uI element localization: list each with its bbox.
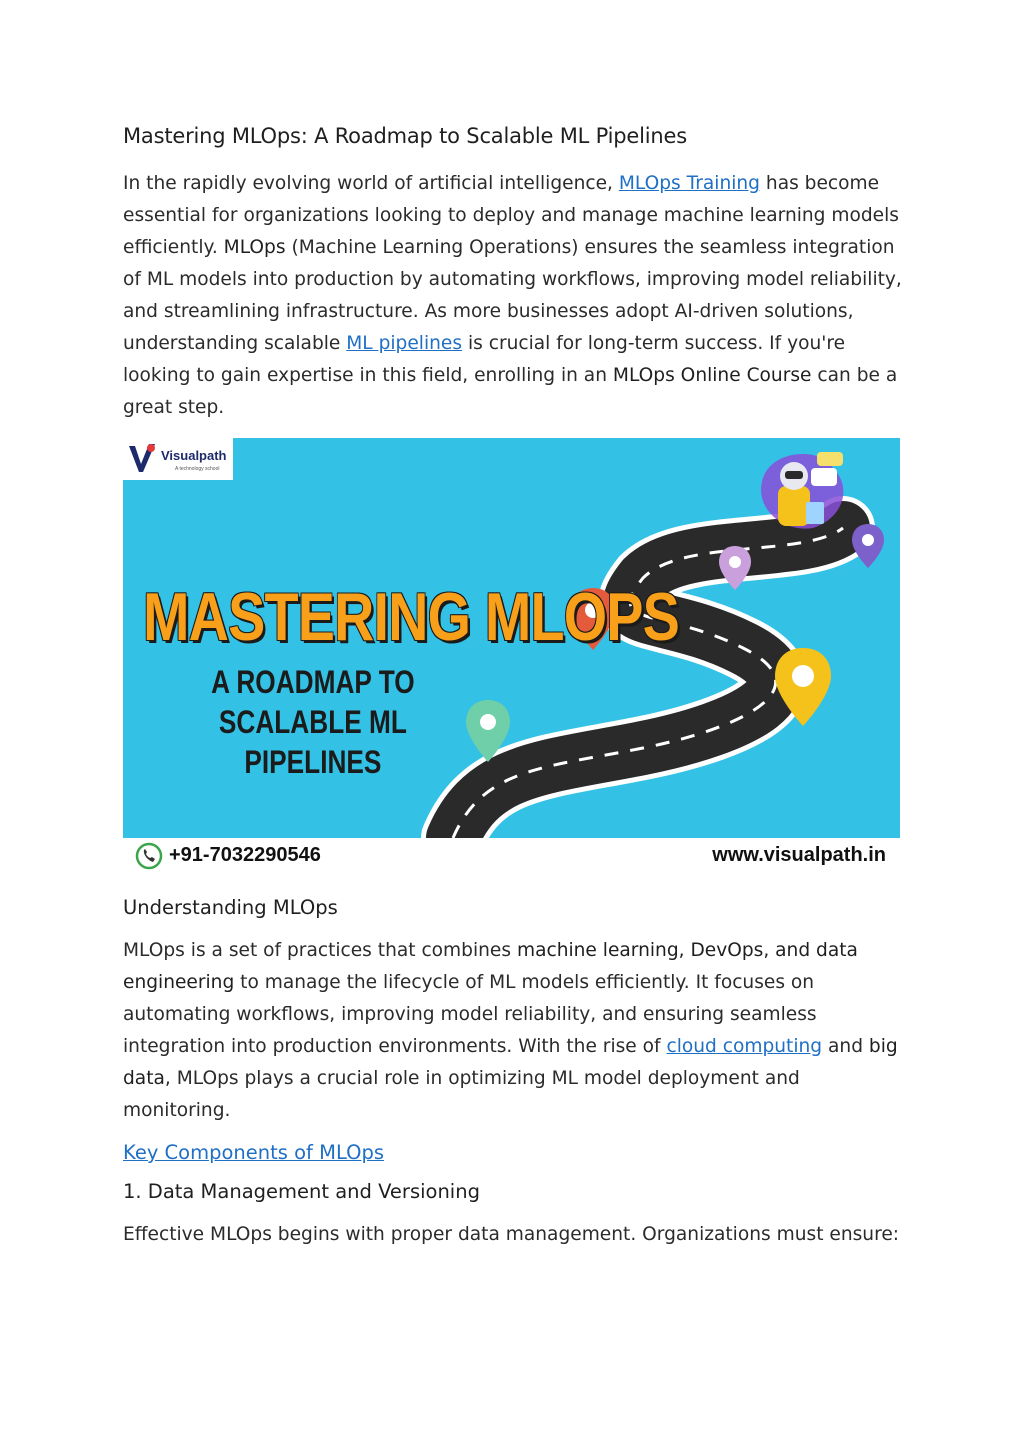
data-management-heading: 1. Data Management and Versioning [123, 1180, 480, 1203]
understanding-text-4: , MLOps plays a crucial role in optimizing ML model deployment and monitoring. [123, 1068, 800, 1121]
phone-number: +91-7032290546 [169, 844, 321, 866]
understanding-text-3: and [822, 1036, 869, 1057]
banner-subtitle-line-1: A ROADMAP TO SCALABLE ML [211, 664, 415, 740]
banner-image [123, 438, 900, 838]
logo-name: Visualpath [161, 448, 227, 463]
ml-pipelines-link[interactable]: ML pipelines [346, 333, 463, 354]
understanding-text-2: to manage the lifecycle of ML models efficiently. It focuses on automating workflows, improving model reliability, and ensuring seamless integration into production environments. With the rise of [123, 972, 817, 1057]
visualpath-logo [123, 438, 233, 480]
intro-paragraph [123, 168, 903, 424]
data-management-paragraph: Effective MLOps begins with proper data management. Organizations must ensure: [123, 1224, 900, 1245]
page-title: Mastering MLOps: A Roadmap to Scalable ML Pipelines [123, 124, 687, 148]
map-pin-icon [852, 524, 884, 568]
understanding-term-1: machine learning, DevOps, and data engineering [123, 940, 858, 993]
understanding-term-2: big data [123, 1036, 898, 1089]
logo-tagline: A technology school [175, 466, 220, 472]
intro-text-1: In the rapidly evolving world of artificial intelligence, [123, 173, 619, 194]
website-url: www.visualpath.in [712, 844, 886, 866]
visualpath-v-icon [127, 442, 159, 476]
cloud-computing-link[interactable]: cloud computing [666, 1036, 823, 1057]
intro-course-term: MLOps Online Course [612, 365, 812, 386]
banner-subtitle [153, 662, 473, 782]
understanding-text-1: MLOps is a set of practices that combines [123, 940, 517, 961]
phone-icon [135, 842, 163, 870]
understanding-heading: Understanding MLOps [123, 896, 338, 919]
contact-strip [123, 838, 900, 874]
intro-text-5: can be a great step. [123, 365, 898, 418]
understanding-paragraph [123, 935, 903, 1127]
document-content [123, 124, 903, 1251]
intro-mlops-term: MLOps [223, 237, 286, 258]
banner-title: MASTERING MLOPS [143, 579, 680, 655]
intro-text-3: (Machine Learning Operations) ensures the seamless integration of ML models into production by automating workflows, improving model reliability, and streamlining infrastructure. As more businesses adopt AI-driven solutions, understanding scalable [123, 237, 902, 354]
banner-subtitle-line-2: PIPELINES [244, 744, 382, 780]
intro-text-4: is crucial for long-term success. If you're looking to gain expertise in this field, enrolling in an [123, 333, 846, 386]
intro-text-2: has become essential for organizations looking to deploy and manage machine learning models efficiently. [123, 173, 899, 258]
mlops-training-link[interactable]: MLOps Training [618, 173, 760, 194]
key-components-link[interactable]: Key Components of MLOps [123, 1141, 384, 1164]
